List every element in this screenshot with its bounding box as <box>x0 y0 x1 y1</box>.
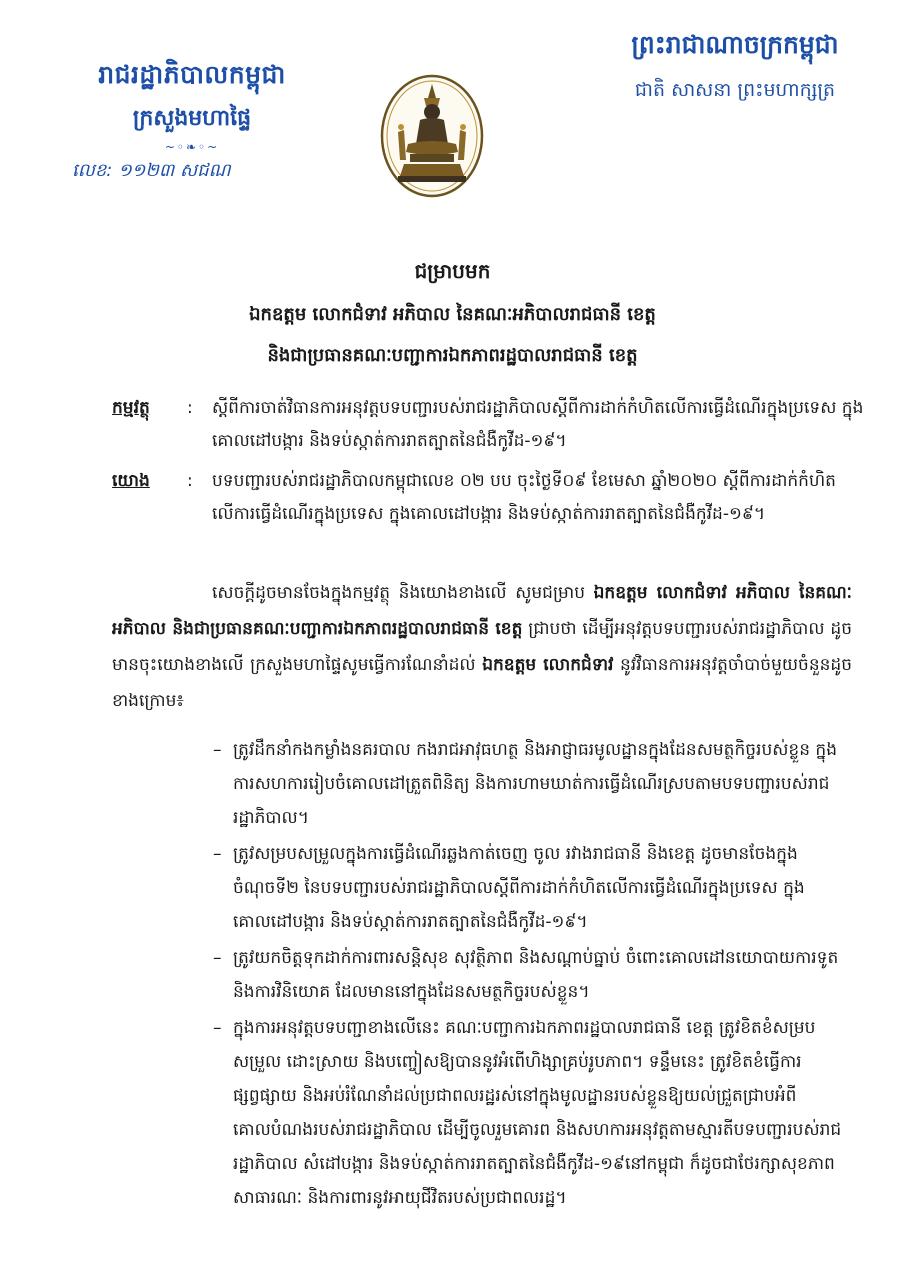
salutation-block <box>0 258 905 370</box>
intro-recipient-short-bold: ឯកឧត្តម លោកជំទាវ <box>482 655 614 675</box>
kingdom-header <box>600 30 870 106</box>
instruction-item-3: – ត្រូវយកចិត្តទុកដាក់ការពារសន្តិសុខ សុវត្ថិភាព និងសណ្តាប់ធ្នាប់ ចំពោះគោលដៅនយោបាយការទូត និងការវិនិយោគ ដែលមាននៅក្នុងដែនសមត្ថកិច្ចរបស់ខ្លួន។ <box>213 941 853 1009</box>
instruction-item-4: – ក្នុងការអនុវត្តបទបញ្ជាខាងលើនេះ គណៈបញ្ជាការឯកភាពរដ្ឋបាលរាជធានី ខេត្ត ត្រូវខិតខំសម្របសម្រួល ដោះស្រាយ និងបញ្ចៀសឱ្យបាននូវអំពើហិង្សាគ្រប់រូបភាព។ ទន្ទឹមនេះ ត្រូវខិតខំធ្វើការផ្សព្វផ្សាយ និងអប់រំណែនាំដល់ប្រជាពលរដ្ឋរស់នៅក្នុងមូលដ្ឋានរបស់ខ្លួនឱ្យយល់ជ្រួតជ្រាបអំពីគោលបំណងរបស់រាជរដ្ឋាភិបាល ដើម្បីចូលរួមគោរព និងសហការអនុវត្តតាមស្មារតីបទបញ្ជារបស់រាជរដ្ឋាភិបាល សំដៅបង្ការ និងទប់ស្កាត់ការរាតត្បាតនៃជំងឺកូវីដ-១៩នៅកម្ពុជា ក៏ដូចជាថែរក្សាសុខភាពសាធារណៈ និងការពារនូវអាយុជីវិតរបស់ប្រជាពលរដ្ឋ។ <box>213 1011 853 1215</box>
ornament-divider: ~◦❧◦~ <box>164 140 220 154</box>
government-name: រាជរដ្ឋាភិបាលកម្ពុជា <box>98 60 286 89</box>
recipient-line-2: និងជាប្រធានគណៈបញ្ជាការឯកភាពរដ្ឋបាលរាជធានី ខេត្ត <box>267 345 638 366</box>
intro-recipient-bold: ឯកឧត្តម លោកជំទាវ អភិបាល នៃគណៈអភិបាល និងជាប្រធានគណៈបញ្ជាការឯកភាពរដ្ឋបាលរាជធានី ខេត្ត <box>112 583 852 639</box>
subject-field <box>112 392 872 458</box>
instruction-item-1: – ត្រូវដឹកនាំកងកម្លាំងនគរបាល កងរាជអាវុធហត្ថ និងអាជ្ញាធរមូលដ្ឋានក្នុងដែនសមត្ថកិច្ចរបស់ខ្លួន ក្នុងការសហការរៀបចំគោលដៅត្រួតពិនិត្យ និងការហាមឃាត់ការធ្វើដំណើរស្របតាមបទបញ្ជារបស់រាជរដ្ឋាភិបាល។ <box>213 733 853 835</box>
kingdom-name: ព្រះរាជាណាចក្រកម្ពុជា <box>631 30 839 59</box>
national-motto: ជាតិ សាសនា ព្រះមហាក្សត្រ <box>634 79 836 101</box>
intro-part-2: ជ្រាបថា ដើម្បីអនុវត្តបទបញ្ជារបស់រាជរដ្ឋាភិបាល ដូចមានចុះយោងខាងលើ ក្រសួងមហាផ្ទៃសូមធ្វើការណែនាំដល់ <box>112 619 853 675</box>
instruction-item-2: – ត្រូវសម្របសម្រួលក្នុងការធ្វើដំណើរឆ្លងកាត់ចេញ ចូល រវាងរាជធានី និងខេត្ត ដូចមានចែងក្នុងចំណុចទី២ នៃបទបញ្ជារបស់រាជរដ្ឋាភិបាលស្តីពីការដាក់កំហិតលើការធ្វើដំណើរក្នុងប្រទេស ក្នុងគោលដៅបង្ការ និងទប់ស្កាត់ការរាតត្បាតនៃជំងឺកូវីដ-១៩។ <box>213 837 853 939</box>
subject-text: ស្តីពីការចាត់វិធានការអនុវត្តបទបញ្ជារបស់រាជរដ្ឋាភិបាលស្តីពីការដាក់កំហិតលើការធ្វើដំណើរក្នុងប្រទេស ក្នុងគោលដៅបង្ការ និងទប់ស្កាត់ការរាតត្បាតនៃជំងឺកូវីដ-១៩។ <box>212 398 864 451</box>
intro-paragraph <box>112 575 852 719</box>
reference-colon: : <box>187 471 193 491</box>
subject-label: កម្មវត្ថុ <box>112 398 150 418</box>
reference-field <box>112 465 872 531</box>
salutation-title: ជម្រាបមក <box>414 259 491 283</box>
ministry-name: ក្រសួងមហាផ្ទៃ <box>132 106 252 131</box>
instruction-list <box>213 733 853 1217</box>
recipient-line-1: ឯកឧត្តម លោកជំទាវ អភិបាល នៃគណៈអភិបាលរាជធានី ខេត្ត <box>249 304 656 325</box>
reference-label: យោង <box>112 471 150 491</box>
reference-text: បទបញ្ជារបស់រាជរដ្ឋាភិបាលកម្ពុជាលេខ ០២ បប ចុះថ្ងៃទី០៩ ខែមេសា ឆ្នាំ២០២០ ស្តីពីការដាក់កំហិតលើការធ្វើដំណើរក្នុងប្រទេស ក្នុងគោលដៅបង្ការ និងទប់ស្កាត់ការរាតត្បាតនៃជំងឺកូវីដ-១៩។ <box>212 471 836 524</box>
intro-part-3: នូវវិធានការអនុវត្តចាំបាច់មួយចំនួនដូចខាងក្រោម៖ <box>112 655 853 711</box>
sender-header <box>62 60 322 181</box>
reference-number: លេខ: ១១២៣ សជណ <box>72 160 231 181</box>
subject-colon: : <box>187 398 193 418</box>
ministry-emblem-icon <box>378 72 486 200</box>
intro-part-1: សេចក្តីដូចមានចែងក្នុងកម្មវត្ថុ និងយោងខាងលើ សូមជម្រាប <box>212 583 594 603</box>
